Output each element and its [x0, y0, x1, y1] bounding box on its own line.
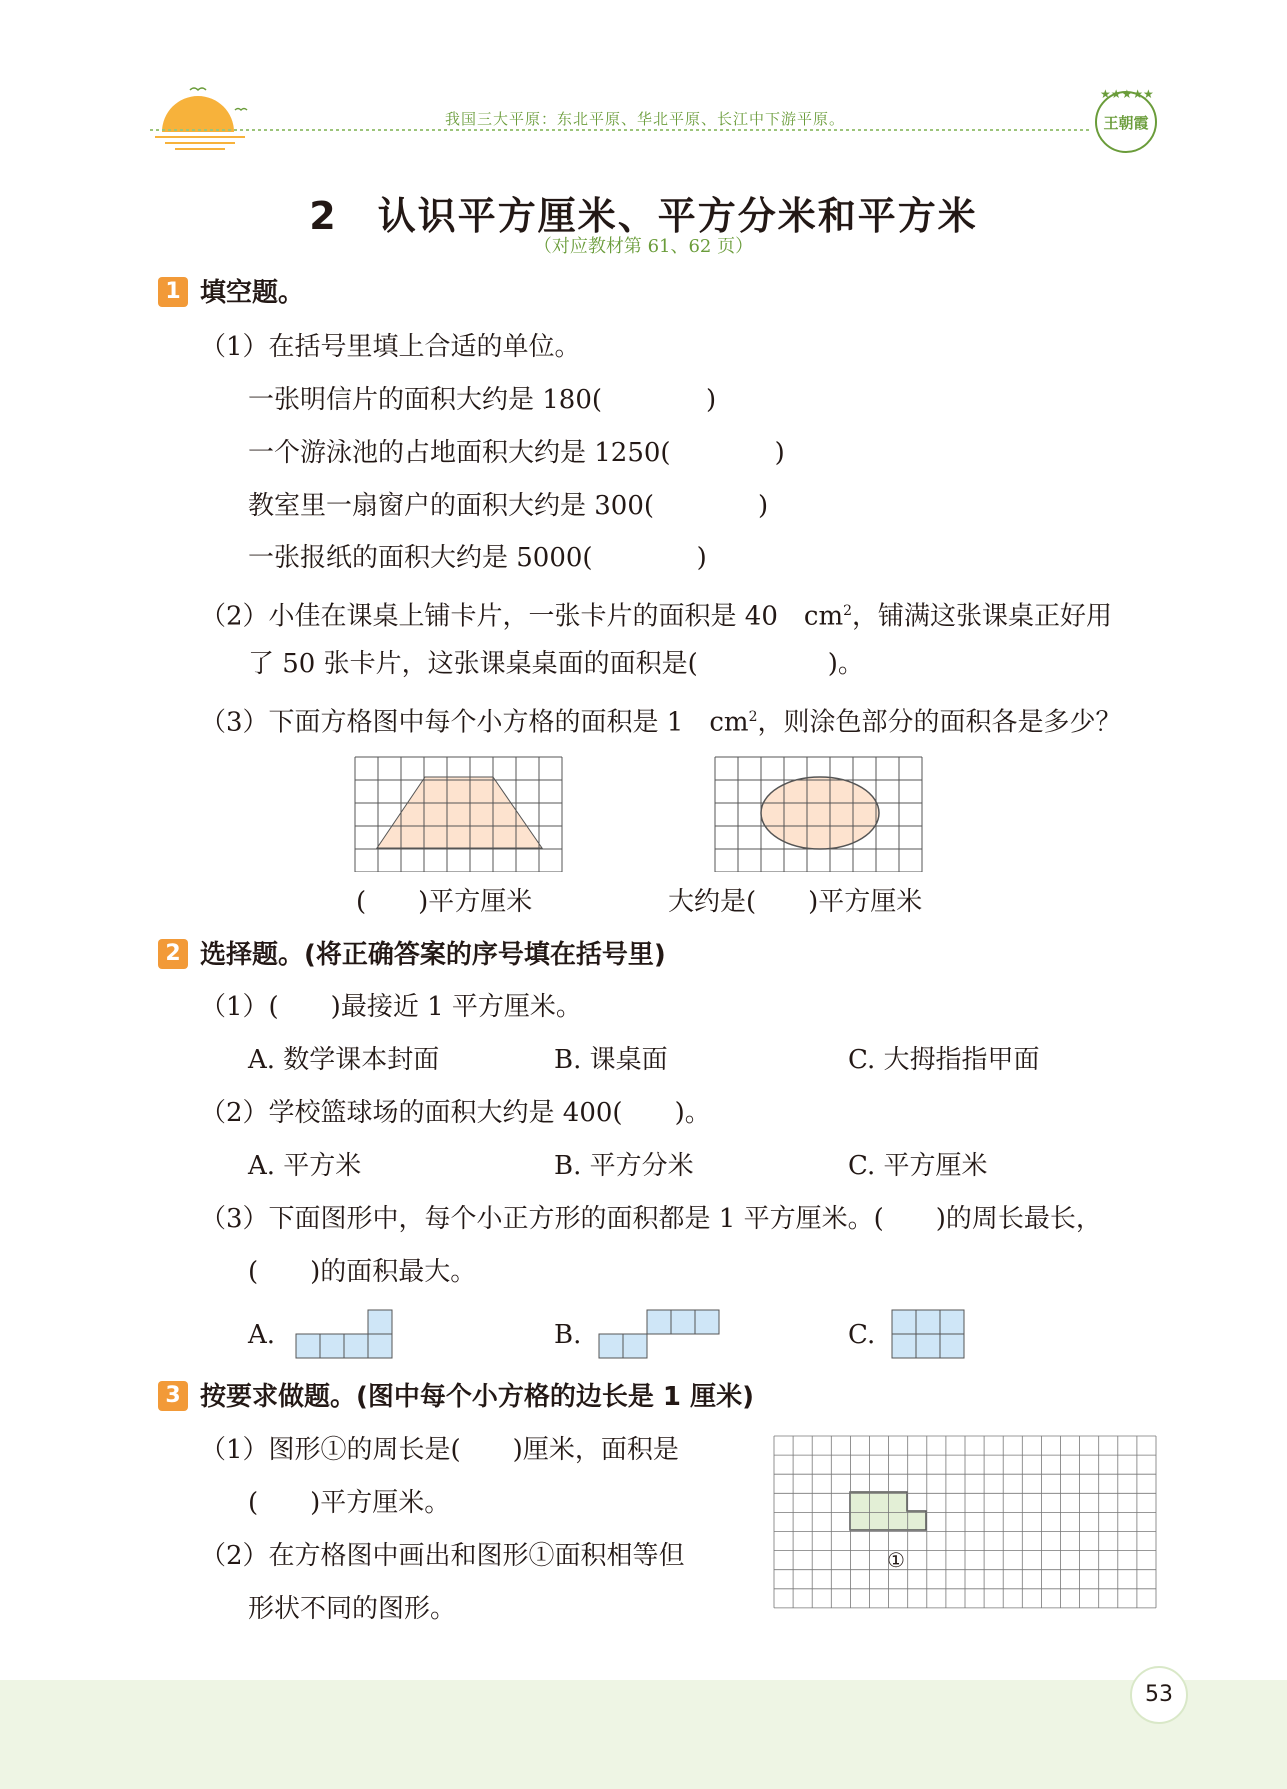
s1-q2-text-a: （2）小佳在课桌上铺卡片，一张卡片的面积是 40 cm: [200, 601, 844, 632]
s2-q3-opt-a: A.: [248, 1320, 276, 1350]
s2-q2-opt-a: A. 平方米: [248, 1151, 362, 1181]
section3-heading: [158, 1380, 754, 1414]
s3-q2-line1: （2）在方格图中画出和图形①面积相等但: [200, 1541, 685, 1571]
shape-b: [597, 1308, 721, 1360]
trapezoid-shape: [377, 777, 542, 848]
s1-q2-line1: [200, 594, 1112, 634]
brand-badge: [1090, 80, 1162, 160]
s2-q1-opt-b: B. 课桌面: [554, 1045, 668, 1075]
s1-q3-answer-left: ( )平方厘米: [356, 887, 533, 917]
s1-q2-text-b: ，铺满这张课桌正好用: [852, 601, 1113, 632]
s1-q3: [200, 700, 1122, 740]
page-title: 2 认识平方厘米、平方分米和平方米: [309, 194, 978, 238]
s1-q2-line2: 了 50 张卡片，这张课桌桌面的面积是( )。: [248, 649, 864, 679]
section1-number: 1: [158, 277, 188, 307]
s2-q3-line2: ( )的面积最大。: [248, 1257, 477, 1287]
header-tagline: 我国三大平原：东北平原、华北平原、长江中下游平原。: [445, 110, 846, 128]
s1-q3-text-b: ，则涂色部分的面积各是多少？: [757, 707, 1122, 738]
s3-q2-line2: 形状不同的图形。: [248, 1594, 457, 1624]
figure-1-label: ①: [887, 1548, 905, 1572]
s1-q2-sup: 2: [843, 603, 853, 619]
s2-q3-line1: （3）下面图形中，每个小正方形的面积都是 1 平方厘米。( )的周长最长，: [200, 1204, 1102, 1234]
section2-title: 选择题。(将正确答案的序号填在括号里): [200, 940, 666, 970]
s1-q3-answer-right: 大约是( )平方厘米: [668, 887, 923, 917]
figure-1-shape: [850, 1492, 926, 1530]
shape-a: [294, 1308, 394, 1360]
ellipse-grid: [714, 754, 926, 872]
section3-number: 3: [158, 1381, 188, 1411]
s3-q1-line1: （1）图形①的周长是( )厘米，面积是: [200, 1435, 679, 1465]
s2-q2-opt-c: C. 平方厘米: [848, 1151, 988, 1181]
s3-q1-line2: ( )平方厘米。: [248, 1488, 451, 1518]
s1-q1-item-1: 一张明信片的面积大约是 180( ): [248, 385, 717, 415]
s1-q1-item-2: 一个游泳池的占地面积大约是 1250( ): [248, 438, 785, 468]
s2-q2: （2）学校篮球场的面积大约是 400( )。: [200, 1098, 711, 1128]
s1-q3-sup: 2: [748, 709, 758, 725]
s2-q3-opt-b: B.: [554, 1320, 582, 1350]
page-number: 53: [1130, 1666, 1188, 1724]
section3-title: 按要求做题。(图中每个小方格的边长是 1 厘米): [200, 1382, 754, 1412]
sunset-logo: [150, 80, 260, 155]
brand-logo-text: 王朝霞: [1103, 114, 1149, 132]
page-subtitle: （对应教材第 61、62 页）: [533, 236, 754, 257]
s1-q1: （1）在括号里填上合适的单位。: [200, 332, 581, 362]
s2-q1-opt-c: C. 大拇指指甲面: [848, 1045, 1040, 1075]
s1-q3-text-a: （3）下面方格图中每个小方格的面积是 1 cm: [200, 707, 749, 738]
s2-q3-opt-c: C.: [848, 1320, 876, 1350]
section2-heading: [158, 938, 666, 972]
s2-q2-opt-b: B. 平方分米: [554, 1151, 694, 1181]
section1-title: 填空题。: [200, 278, 305, 308]
s2-q1: （1）( )最接近 1 平方厘米。: [200, 992, 582, 1022]
section2-number: 2: [158, 939, 188, 969]
trapezoid-grid: [354, 754, 566, 872]
answer-grid: [772, 1434, 1158, 1628]
shape-c: [890, 1308, 966, 1360]
ellipse-shape: [761, 777, 879, 849]
s1-q1-item-3: 教室里一扇窗户的面积大约是 300( ): [248, 491, 769, 521]
s1-q1-item-4: 一张报纸的面积大约是 5000( ): [248, 543, 707, 573]
section1-heading: [158, 276, 304, 310]
s2-q1-opt-a: A. 数学课本封面: [248, 1045, 440, 1075]
svg-text:★★★★★: ★★★★★: [1100, 87, 1154, 101]
footer-band: [0, 1680, 1287, 1789]
